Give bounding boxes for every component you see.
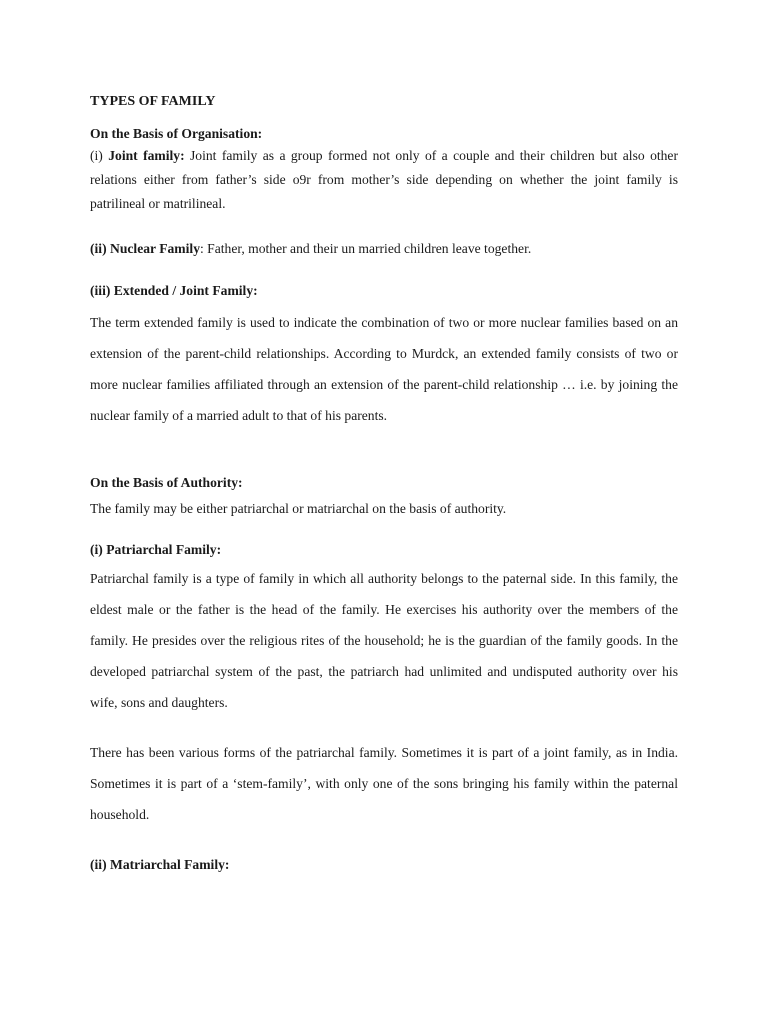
nuclear-family-paragraph xyxy=(90,237,678,261)
authority-intro: The family may be either patriarchal or matriarchal on the basis of authority. xyxy=(90,501,507,516)
nuclear-family-text: : Father, mother and their un married children leave together. xyxy=(200,241,532,256)
patriarchal-family-heading: (i) Patriarchal Family: xyxy=(90,542,222,557)
document-page xyxy=(90,92,678,875)
joint-family-text: Joint family as a group formed not only of a couple and their children but also other relations either from father’s side o9r from mother’s side depending on whether the joint family is patrilineal or matrilineal. xyxy=(90,148,678,211)
document-title: TYPES OF FAMILY xyxy=(90,94,216,109)
joint-family-prefix: (i) xyxy=(90,148,109,163)
section-heading-authority: On the Basis of Authority: xyxy=(90,475,243,490)
extended-family-paragraph: The term extended family is used to indicate the combination of two or more nuclear families based on an extension of the parent-child relationships. According to Murdck, an extended family consists of two or more nuclear families affiliated through an extension of the parent-child relationship … i.e. by joining the nuclear family of a married adult to that of his parents. xyxy=(90,315,678,423)
patriarchal-family-paragraph: Patriarchal family is a type of family in which all authority belongs to the paternal side. In this family, the eldest male or the father is the head of the family. He exercises his authority over the members of the family. He presides over the religious rites of the household; he is the guardian of the family goods. In the developed patriarchal system of the past, the patriarch had unlimited and undisputed authority over his wife, sons and daughters. xyxy=(90,571,678,710)
nuclear-family-label: (ii) Nuclear Family xyxy=(90,241,200,256)
joint-family-paragraph xyxy=(90,144,678,216)
matriarchal-family-heading: (ii) Matriarchal Family: xyxy=(90,857,230,872)
patriarchal-forms-paragraph: There has been various forms of the patriarchal family. Sometimes it is part of a joint family, as in India. Sometimes it is part of a ‘stem-family’, with only one of the sons bringing his family within the paternal household. xyxy=(90,745,678,822)
section-heading-organisation: On the Basis of Organisation: xyxy=(90,126,263,141)
joint-family-label: Joint family: xyxy=(108,148,185,163)
extended-family-heading: (iii) Extended / Joint Family: xyxy=(90,283,258,298)
